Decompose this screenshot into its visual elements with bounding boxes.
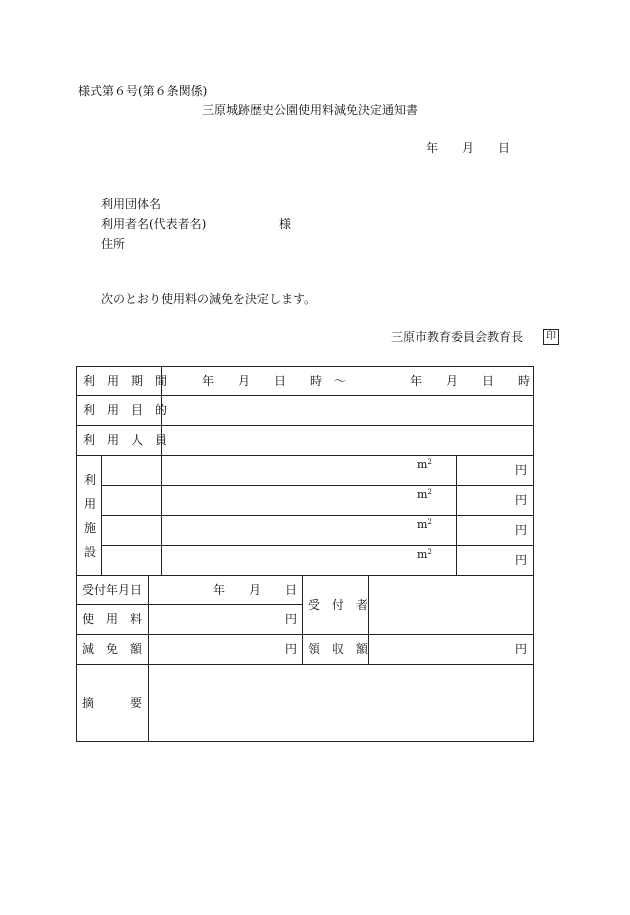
reduction-label: 減 免 額 — [82, 642, 143, 656]
area-unit: $m^2$ — [417, 488, 432, 501]
document-title: 三原城跡歴史公園使用料減免決定通知書 — [202, 103, 419, 117]
reception-date-label: 受付年月日 — [82, 583, 143, 597]
date-line: 年 月 日 — [426, 141, 511, 155]
period-end: 年 月 日 時 — [410, 374, 531, 388]
receiver-label: 受 付 者 — [308, 598, 369, 612]
facility-label-char: 施 — [84, 521, 97, 535]
yen-unit: 円 — [515, 493, 528, 507]
fee-label: 使 用 料 — [82, 612, 143, 626]
address-label: 住所 — [101, 237, 126, 251]
yen-unit: 円 — [515, 553, 528, 567]
yen-unit: 円 — [285, 612, 298, 626]
issuer-name: 三原市教育委員会教育長 — [391, 330, 524, 344]
facility-label-char: 用 — [84, 497, 97, 511]
purpose-label: 利 用 目 的 — [83, 403, 168, 417]
honorific-sama: 様 — [279, 217, 292, 231]
yen-unit: 円 — [285, 642, 298, 656]
people-label: 利 用 人 員 — [83, 433, 168, 447]
area-unit: $m^2$ — [417, 458, 432, 471]
area-unit: $m^2$ — [417, 548, 432, 561]
group-name-label: 利用団体名 — [101, 197, 162, 211]
period-label: 利 用 期 間 — [83, 374, 168, 388]
received-label: 領 収 額 — [308, 642, 369, 656]
form-number: 様式第６号(第６条関係) — [78, 84, 208, 98]
yen-unit: 円 — [515, 523, 528, 537]
reception-date-value: 年 月 日 — [213, 583, 298, 597]
body-text: 次のとおり使用料の減免を決定します。 — [101, 292, 317, 306]
summary-label: 摘 要 — [82, 696, 143, 710]
area-unit: $m^2$ — [417, 518, 432, 531]
yen-unit: 円 — [515, 642, 528, 656]
facility-label-char: 利 — [84, 473, 97, 487]
period-start: 年 月 日 時 ～ — [202, 374, 347, 388]
user-name-label: 利用者名(代表者名) — [101, 217, 207, 231]
seal-mark: 印 — [543, 329, 559, 345]
facility-label-char: 設 — [84, 545, 97, 559]
yen-unit: 円 — [515, 463, 528, 477]
